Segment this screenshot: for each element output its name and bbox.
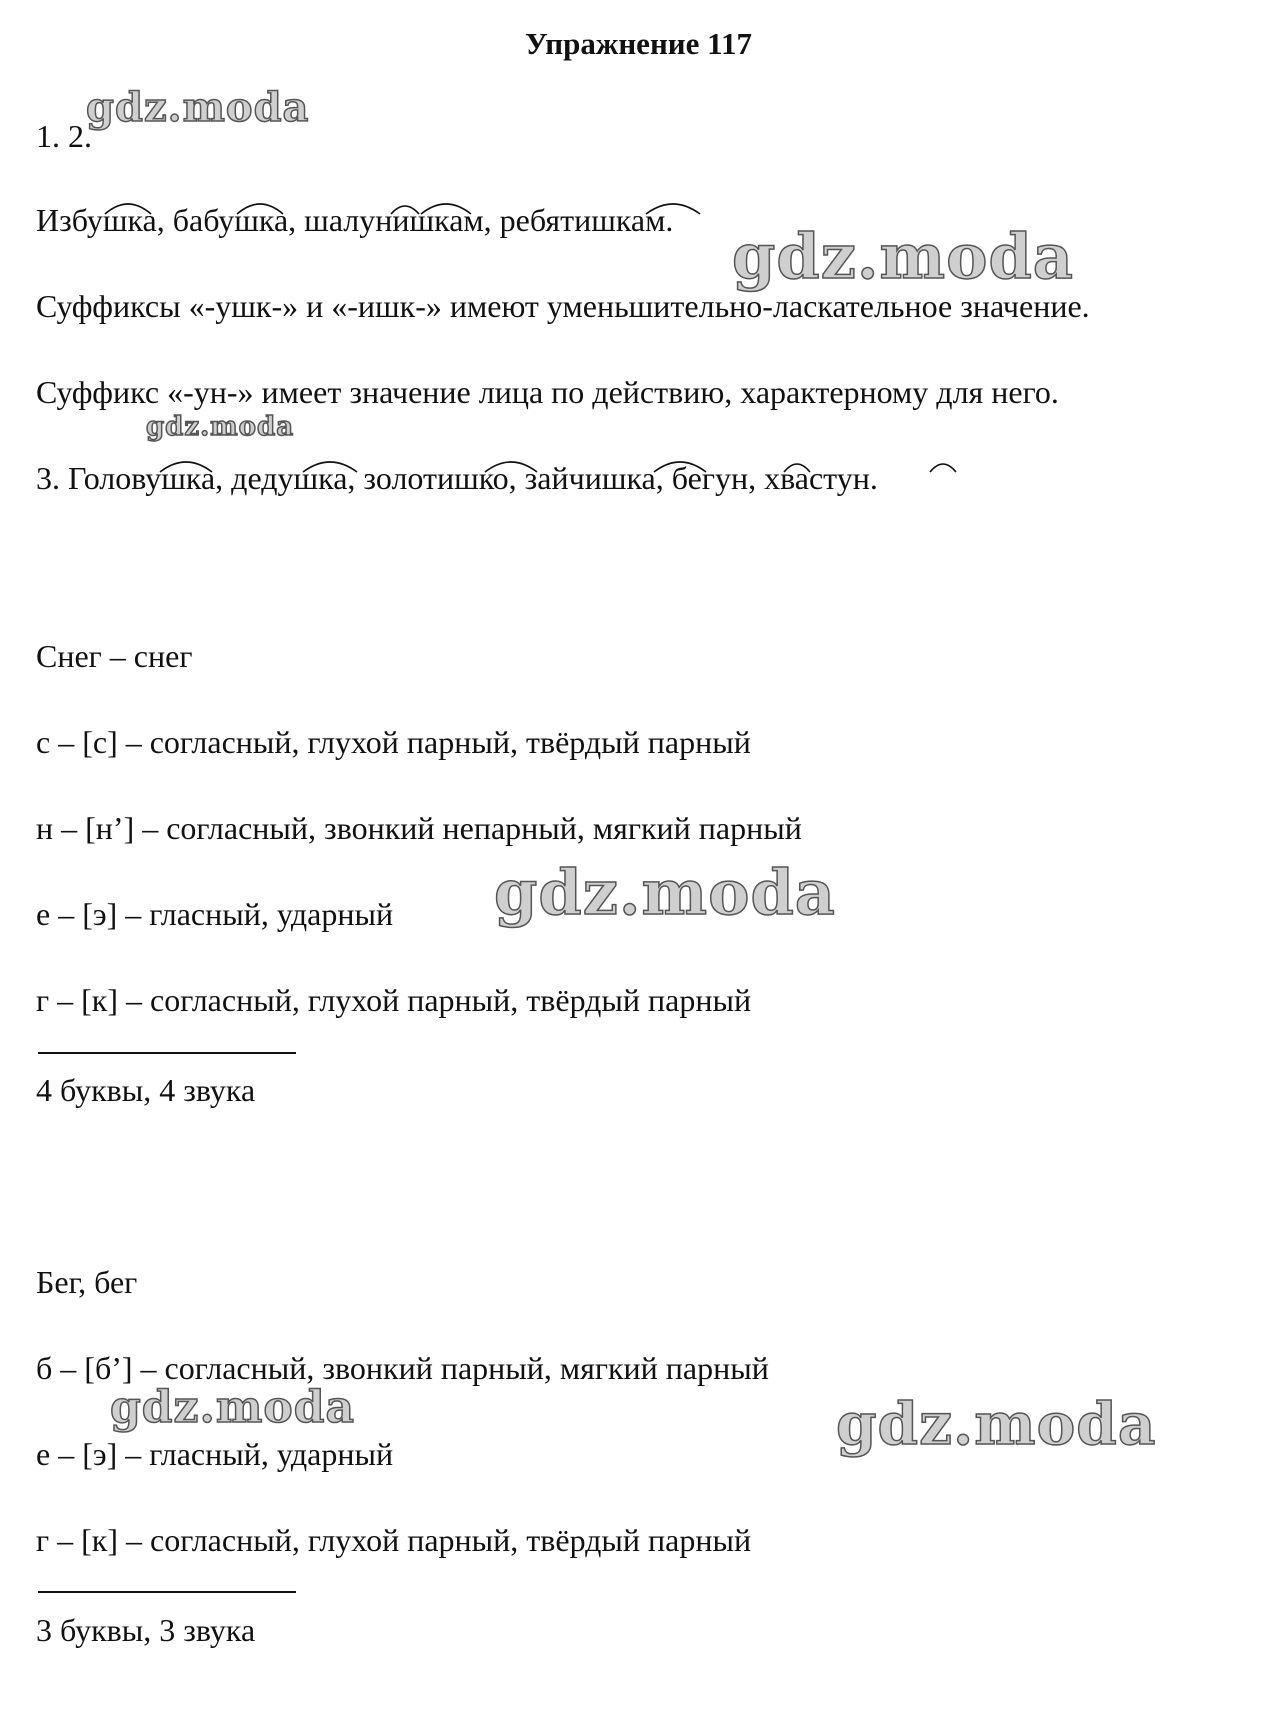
suffix-arc-11 [930,464,956,472]
watermark: gdz.moda [146,412,295,442]
run-total: 3 буквы, 3 звука [36,1612,256,1648]
snow-total: 4 буквы, 4 звука [36,1072,256,1108]
suffix-explanation-2: Суффикс «-ун-» имеет значение лица по действию, характерному для него. [36,374,1059,410]
snow-divider [38,1052,296,1054]
task-number: 1. 2. [36,118,92,154]
run-row: б – [б’] – согласный, звонкий парный, мягкий парный [36,1350,769,1386]
watermark: gdz.moda [494,856,836,929]
page-title: Упражнение 117 [525,26,752,61]
run-heading: Бег, бег [36,1264,138,1300]
watermark: gdz.moda [86,84,310,131]
suffix-arc-1 [105,204,151,214]
watermark: gdz.moda [836,1390,1157,1458]
run-row: г – [к] – согласный, глухой парный, твёрдый парный [36,1522,752,1558]
suffix-arc-6 [160,462,212,472]
suffix-marks [0,0,1277,520]
suffix-arc-2 [237,204,283,214]
suffix-explanation-1: Суффиксы «-ушк-» и «-ишк-» имеют уменьшительно-ласкательное значение. [36,288,1090,324]
task-3-words: 3. Головушка, дедушка, золотишко, зайчишка, бегун, хвастун. [36,460,878,496]
suffix-arc-7 [303,462,357,472]
snow-heading: Снег – снег [36,638,193,674]
snow-row: с – [с] – согласный, глухой парный, твёрдый парный [36,724,751,760]
snow-row: е – [э] – гласный, ударный [36,896,394,932]
run-divider [38,1591,296,1593]
suffix-arc-10 [784,464,810,472]
snow-row: н – [н’] – согласный, звонкий непарный, мягкий парный [36,810,802,846]
suffix-arc-5 [646,204,700,214]
suffix-arc-9 [654,462,706,472]
suffix-arc-8 [485,462,537,472]
watermark: gdz.moda [732,220,1074,293]
watermark: gdz.moda [110,1382,356,1433]
word-list-suffixes: Избушка, бабушка, шалунишкам, ребятишкам. [36,202,674,238]
run-row: е – [э] – гласный, ударный [36,1436,394,1472]
suffix-arc-4 [421,204,471,214]
suffix-arc-3 [391,206,419,214]
snow-row: г – [к] – согласный, глухой парный, твёрдый парный [36,982,752,1018]
